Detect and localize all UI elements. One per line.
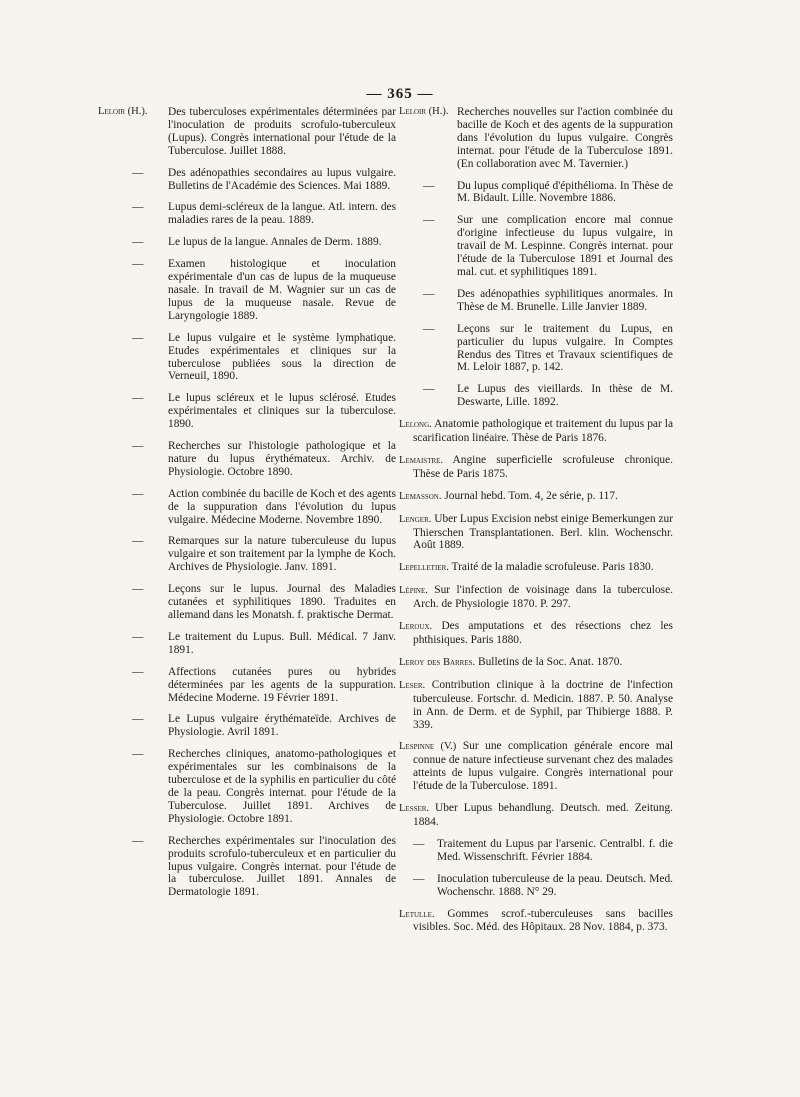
bibliography-entry: — Recherches sur l'histologie pathologique et la nature du lupus érythémateux. Archiv. de Physiologie. Octobre 1890. bbox=[132, 440, 396, 478]
bibliography-entry: — Leçons sur le lupus. Journal des Maladies cutanées et syphilitiques 1890. Traduites en allemand dans les Monatsh. f. praktische Dermat. bbox=[132, 583, 396, 621]
bibliography-entry: — Action combinée du bacille de Koch et des agents de la suppuration dans l'évolution du lupus vulgaire. Médecine Moderne. Novembre 1890. bbox=[132, 487, 396, 526]
bibliography-entry bbox=[399, 454, 673, 481]
entry-text: Recherches nouvelles sur l'action combinée du bacille de Koch et des agents de la suppuration dans l'évolution du lupus vulgaire. Congrès internat. pour l'étude de la Tuberculose 1891. (En collaboration avec M. Tavernier.) bbox=[457, 106, 673, 170]
entry-text: Le Lupus des vieillards. In thèse de M. Deswarte, Lille. 1892. bbox=[457, 383, 673, 409]
entry-author: Lespinne (V.) bbox=[399, 741, 457, 753]
entry-text: Le traitement du Lupus. Bull. Médical. 7 Janv. 1891. bbox=[168, 630, 396, 656]
entry-author: Leroy des Barres. bbox=[399, 656, 476, 668]
bibliography-entry: — Le traitement du Lupus. Bull. Médical. 7 Janv. 1891. bbox=[132, 630, 396, 656]
bibliography-entry: — Le lupus scléreux et le lupus sclérosé. Etudes expérimentales et cliniques sur la tuberculose. 1890. bbox=[132, 392, 396, 431]
entry-text: Remarques sur la nature tuberculeuse du lupus vulgaire et son traitement par la lymphe de Koch. Archives de Physiologie. Janv. 1891. bbox=[168, 535, 396, 574]
bibliography-entry: — Inoculation tuberculeuse de la peau. Deutsch. Med. Wochenschr. 1888. N° 29. bbox=[413, 872, 673, 898]
entry-text: Bulletins de la Soc. Anat. 1870. bbox=[478, 655, 623, 668]
entry-text: Le lupus scléreux et le lupus sclérosé. Etudes expérimentales et cliniques sur la tuberculose. 1890. bbox=[168, 392, 396, 431]
entry-text: Angine superficielle scrofuleuse chronique. Thèse de Paris 1875. bbox=[413, 453, 673, 480]
entry-text: Anatomie pathologique et traitement du lupus par la scarification linéaire. Thèse de Paris 1876. bbox=[413, 418, 674, 445]
bibliography-entry bbox=[399, 620, 673, 647]
bibliography-entry bbox=[399, 490, 673, 504]
entry-author: Lépine. bbox=[399, 585, 428, 597]
entry-text: Recherches sur l'histologie pathologique et la nature du lupus érythémateux. Archiv. de Physiologie. Octobre 1890. bbox=[168, 440, 396, 478]
bibliography-entry: — Des adénopathies secondaires au lupus vulgaire. Bulletins de l'Académie des Sciences. Mai 1889. bbox=[132, 166, 396, 192]
entry-text: Examen histologique et inoculation expérimentale d'un cas de lupus de la muqueuse nasale. In travail de M. Wagnier sur un cas de lupus de la muqueuse nasale. Revue de Laryngologie 1889. bbox=[168, 258, 396, 322]
bibliography-entry: — Le lupus de la langue. Annales de Derm. 1889. bbox=[98, 236, 396, 249]
bibliography-entry: — Lupus demi-scléreux de la langue. Atl. intern. des maladies rares de la peau. 1889. bbox=[132, 201, 396, 227]
entry-text: Uber Lupus behandlung. Deutsch. med. Zeitung. 1884. bbox=[413, 802, 673, 828]
entry-author: Lemasson. bbox=[399, 490, 442, 502]
bibliography-entry bbox=[399, 802, 673, 829]
entry-author: Letulle. bbox=[399, 908, 435, 920]
entry-text: Traité de la maladie scrofuleuse. Paris 1830. bbox=[451, 561, 654, 574]
bibliography-entry bbox=[399, 908, 673, 935]
bibliography-entry: — Affections cutanées pures ou hybrides déterminées par les agents de la suppuration. Médecine Moderne. 19 Février 1891. bbox=[132, 665, 396, 704]
bibliography-entry: — Examen histologique et inoculation expérimentale d'un cas de lupus de la muqueuse nasale. In travail de M. Wagnier sur un cas de lupus de la muqueuse nasale. Revue de Laryngologie 1889. bbox=[132, 258, 396, 322]
bibliography-entry bbox=[399, 106, 673, 171]
bibliography-entry: — Remarques sur la nature tuberculeuse du lupus vulgaire et son traitement par la lymphe de Koch. Archives de Physiologie. Janv. 1891. bbox=[132, 535, 396, 574]
bibliography-entry: — Des adénopathies syphilitiques anormales. In Thèse de M. Brunelle. Lille Janvier 1889. bbox=[423, 287, 673, 313]
entry-author: Lemaistre. bbox=[399, 454, 444, 466]
entry-text: Gommes scrof.-tuberculeuses sans bacilles visibles. Soc. Méd. des Hôpitaux. 28 Nov. 1884, p. 373. bbox=[413, 907, 673, 934]
entry-text: Sur une complication encore mal connue d'origine infectieuse du lupus vulgaire, in travail de M. Lespinne. Congrès internat. pour l'étude de la Tuberculose 1891 et Journal des mal. cut. et syphilitiques 1891. bbox=[457, 214, 673, 278]
bibliography-entry: — Traitement du Lupus par l'arsenic. Centralbl. f. die Med. Wissenschrift. Février 1884. bbox=[413, 837, 673, 863]
bibliography-entry: — Leçons sur le traitement du Lupus, en particulier du lupus vulgaire. In Comptes Rendus des Titres et Travaux scientifiques de M. Leloir 1887, p. 142. bbox=[423, 322, 673, 374]
bibliography-entry bbox=[399, 513, 673, 553]
entry-text: Inoculation tuberculeuse de la peau. Deutsch. Med. Wochenschr. 1888. N° 29. bbox=[437, 872, 673, 898]
bibliography-entry: — Recherches cliniques, anatomo-pathologiques et expérimentales sur les combinaisons de la tuberculose et de la syphilis en particulier du côté de la peau. Congrès internat. pour l'étude de la Tuberculose. Juillet 1891. Archives de Physiologie. Octobre 1891. bbox=[132, 748, 396, 825]
entry-text: Des tuberculoses expérimentales déterminées par l'inoculation de produits scrofulo-tuberculeux (Lupus). Congrès international pour l'étude de la Tuberculose. Juillet 1888. bbox=[168, 106, 396, 157]
entry-text: Des adénopathies secondaires au lupus vulgaire. Bulletins de l'Académie des Sciences. Mai 1889. bbox=[168, 166, 396, 192]
entry-text: Du lupus compliqué d'épithélioma. In Thèse de M. Bidault. Lille. Novembre 1886. bbox=[457, 179, 673, 205]
bibliography-entry bbox=[98, 106, 396, 158]
entry-text: Affections cutanées pures ou hybrides déterminées par les agents de la suppuration. Médecine Moderne. 19 Février 1891. bbox=[168, 665, 396, 704]
entry-text: Sur une complication générale encore mal connue de nature infectieuse survenant chez des malades atteints de lupus vulgaire. Congrès international pour l'étude de la Tuberculose. 1891. bbox=[413, 740, 673, 793]
bibliography-entry bbox=[399, 740, 673, 793]
entry-text: Leçons sur le traitement du Lupus, en particulier du lupus vulgaire. In Comptes Rendus des Titres et Travaux scientifiques de M. Leloir 1887, p. 142. bbox=[457, 322, 673, 374]
entry-text: Leçons sur le lupus. Journal des Maladies cutanées et syphilitiques 1890. Traduites en allemand dans les Monatsh. f. praktische Dermat. bbox=[168, 583, 396, 621]
bibliography-entry: — Recherches expérimentales sur l'inoculation des produits scrofulo-tuberculeux et en particulier du lupus vulgaire. Congrès internat. pour l'étude de la tuberculose. Juillet 1891. Annales de Dermatologie 1891. bbox=[132, 834, 396, 899]
entry-author: Lenger. bbox=[399, 513, 432, 525]
bibliography-entry bbox=[399, 656, 673, 670]
entry-text: Recherches cliniques, anatomo-pathologiques et expérimentales sur les combinaisons de la tuberculose et de la syphilis en particulier du côté de la peau. Congrès internat. pour l'étude de la Tuberculose. Juillet 1891. Archives de Physiologie. Octobre 1891. bbox=[168, 748, 396, 825]
entry-text: Traitement du Lupus par l'arsenic. Centralbl. f. die Med. Wissenschrift. Février 1884. bbox=[437, 837, 673, 863]
left-column bbox=[98, 106, 396, 908]
bibliography-entry: — Sur une complication encore mal connue d'origine infectieuse du lupus vulgaire, in travail de M. Lespinne. Congrès internat. pour l'étude de la Tuberculose 1891 et Journal des mal. cut. et syphilitiques 1891. bbox=[423, 214, 673, 278]
bibliography-entry: — Le lupus vulgaire et le système lymphatique. Etudes expérimentales et cliniques sur la tuberculose publiées sous la direction de Verneuil, 1890. bbox=[132, 331, 396, 383]
entry-text: Journal hebd. Tom. 4, 2e série, p. 117. bbox=[444, 489, 618, 502]
entry-text: Uber Lupus Excision nebst einige Bemerkungen zur Thierschen Transplantationen. Berl. klin. Wochenschr. Août 1889. bbox=[413, 512, 673, 552]
entry-text: Recherches expérimentales sur l'inoculation des produits scrofulo-tuberculeux et en particulier du lupus vulgaire. Congrès internat. pour l'étude de la tuberculose. Juillet 1891. Annales de Dermatologie 1891. bbox=[168, 834, 396, 899]
page-number: — 365 — bbox=[366, 86, 434, 102]
entry-author: Lepelletier. bbox=[399, 562, 449, 574]
entry-author: Lesser. bbox=[399, 803, 430, 815]
bibliography-entry: — Le Lupus des vieillards. In thèse de M. Deswarte, Lille. 1892. bbox=[423, 383, 673, 409]
bibliography-entry bbox=[399, 679, 673, 732]
entry-author: Lelong. bbox=[399, 419, 432, 431]
bibliography-entry: — Le Lupus vulgaire érythémateïde. Archives de Physiologie. Avril 1891. bbox=[132, 713, 396, 739]
entry-author: Leser. bbox=[399, 679, 426, 691]
bibliography-entry bbox=[399, 418, 673, 445]
entry-text: Des amputations et des résections chez les phthisiques. Paris 1880. bbox=[413, 620, 673, 646]
entry-text: Des adénopathies syphilitiques anormales. In Thèse de M. Brunelle. Lille Janvier 1889. bbox=[457, 287, 673, 313]
entry-text: Le lupus de la langue. Annales de Derm. 1889. bbox=[168, 236, 382, 249]
entry-author: Leloir (H.). bbox=[399, 106, 449, 117]
bibliography-entry: — Du lupus compliqué d'épithélioma. In Thèse de M. Bidault. Lille. Novembre 1886. bbox=[423, 179, 673, 205]
entry-author: Leloir (H.). bbox=[98, 106, 148, 117]
entry-text: Lupus demi-scléreux de la langue. Atl. intern. des maladies rares de la peau. 1889. bbox=[168, 201, 396, 227]
entry-text: Sur l'infection de voisinage dans la tuberculose. Arch. de Physiologie 1870. P. 297. bbox=[413, 584, 673, 611]
bibliography-entry bbox=[399, 584, 673, 611]
entry-text: Action combinée du bacille de Koch et des agents de la suppuration dans l'évolution du lupus vulgaire. Médecine Moderne. Novembre 1890. bbox=[168, 487, 396, 526]
right-column bbox=[399, 106, 673, 943]
entry-author: Leroux. bbox=[399, 621, 433, 633]
bibliography-entry bbox=[399, 561, 673, 575]
entry-text: Contribution clinique à la doctrine de l'infection tuberculeuse. Fortschr. d. Medicin. 1887. P. 50. Analyse in Ann. de Derm. et de Syphil, par Thibierge 1888. P. 339. bbox=[413, 678, 673, 731]
entry-text: Le lupus vulgaire et le système lymphatique. Etudes expérimentales et cliniques sur la tuberculose publiées sous la direction de Verneuil, 1890. bbox=[168, 331, 396, 383]
entry-text: Le Lupus vulgaire érythémateïde. Archives de Physiologie. Avril 1891. bbox=[168, 713, 396, 739]
